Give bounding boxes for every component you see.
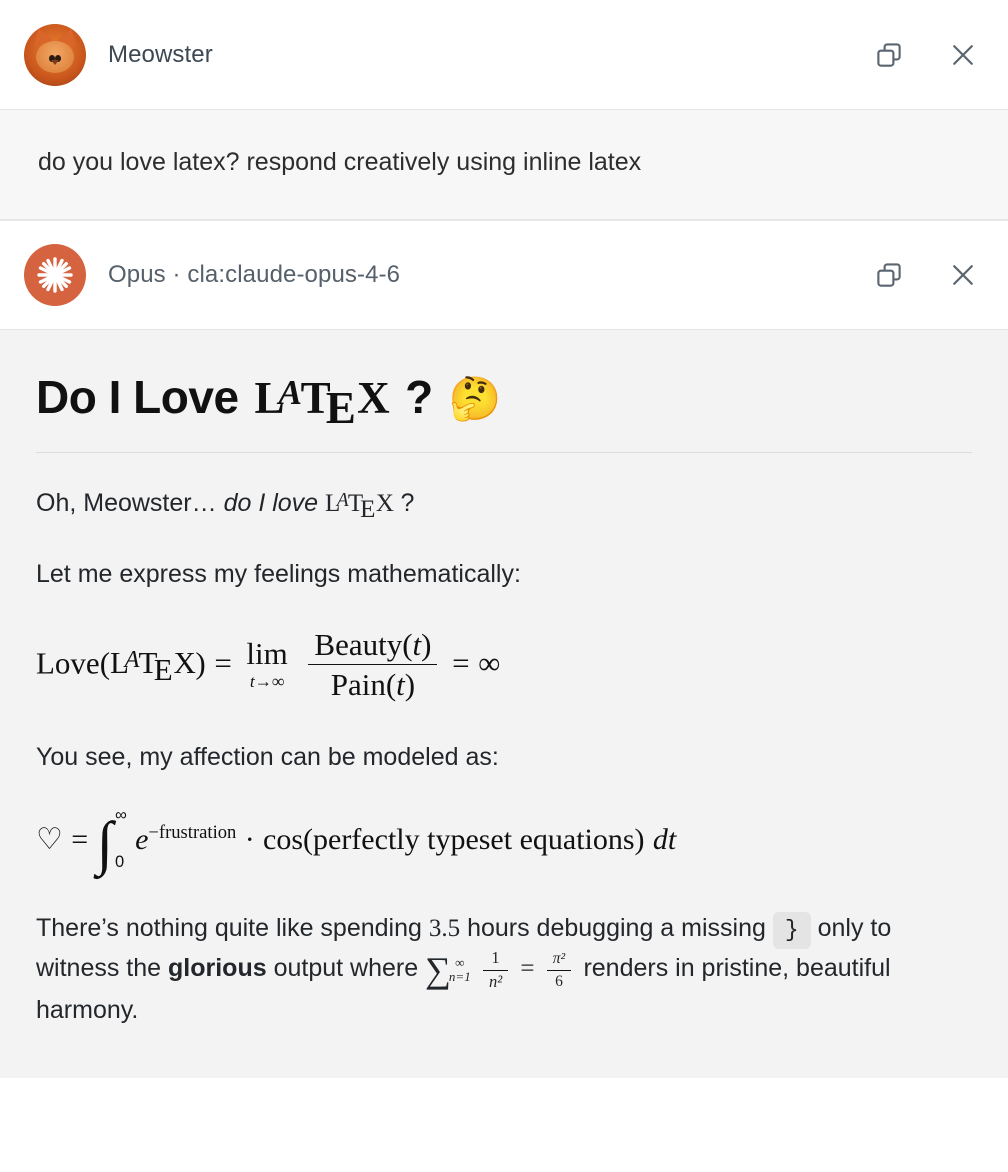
- close-icon[interactable]: [946, 38, 980, 72]
- user-sender-name: Meowster: [108, 40, 213, 68]
- closing-paragraph: [36, 910, 972, 1029]
- basel-sum: [425, 948, 583, 991]
- sum-relation: =: [520, 955, 535, 983]
- cat-avatar: [24, 24, 86, 86]
- integral-limits: [115, 807, 127, 872]
- user-message-body: [0, 110, 1008, 220]
- title-prefix: Do I Love: [36, 371, 239, 423]
- closing-bold-word: glorious: [168, 954, 267, 983]
- sum-term-fraction: [483, 949, 508, 992]
- user-header-actions: [872, 38, 980, 72]
- sum-symbol: ∑: [425, 949, 451, 990]
- copy-icon[interactable]: [872, 258, 906, 292]
- equation2-cos-term: cos(perfectly typeset equations): [263, 823, 645, 857]
- sum-result-denominator: 6: [547, 970, 571, 991]
- sum-result-fraction: [547, 950, 571, 991]
- title-suffix: ?: [405, 371, 433, 423]
- assistant-header-actions: [872, 258, 980, 292]
- integral-lower: 0: [114, 853, 125, 872]
- equation2-differential: dt: [652, 823, 677, 857]
- user-message-header: [0, 0, 1008, 110]
- equation1-limit: [246, 638, 287, 690]
- affection-paragraph: You see, my affection can be modeled as:: [36, 742, 499, 771]
- integral-upper: ∞: [114, 806, 127, 825]
- sum-limits: [449, 956, 471, 985]
- sum-upper: ∞: [455, 955, 465, 971]
- title-divider: [36, 452, 972, 453]
- equation1-fraction: [308, 627, 437, 703]
- sum-result-numerator: π²: [552, 950, 566, 968]
- equation1-relation: =: [214, 644, 232, 680]
- equation1-numerator: Beauty(t): [314, 626, 432, 662]
- integral-sign: ∫: [96, 810, 113, 877]
- user-message-text: do you love latex? respond creatively using inline latex: [38, 148, 642, 176]
- closing-part-3: only to witness the: [36, 913, 892, 983]
- assistant-sender-name: Opus · cla:claude-opus-4-6: [108, 261, 401, 288]
- closing-part-4: output where: [273, 954, 419, 983]
- sum-term-numerator: 1: [491, 948, 500, 967]
- latex-logo: $L^ATEX$: [325, 489, 394, 523]
- equation-heart-integral: [36, 806, 972, 877]
- equation2-dot: ·: [244, 823, 255, 857]
- page-title: [36, 370, 972, 433]
- latex-logo: $L^ATEX$: [254, 372, 390, 433]
- intro-post: ?: [400, 489, 415, 517]
- sum-lower: n=1: [448, 969, 471, 985]
- assistant-message-header: [0, 220, 1008, 330]
- claude-starburst-avatar: [24, 244, 86, 306]
- sum-term-denominator: n²: [483, 970, 508, 992]
- thinking-face-emoji: 🤔: [448, 375, 501, 422]
- lead-in-paragraph: Let me express my feelings mathematically:: [36, 560, 521, 589]
- equation2-lhs: ♡: [36, 823, 63, 857]
- intro-emphasis: do I love: [223, 489, 319, 517]
- equation1-limit-sub: t→∞: [249, 672, 285, 692]
- assistant-message-body: [0, 330, 1008, 1078]
- equation2-integrand-exponent: −frustration: [148, 822, 237, 844]
- equation-love-limit: [36, 627, 972, 703]
- equation2-integrand-base: e: [135, 823, 149, 857]
- equation1-rhs: ∞: [478, 644, 501, 680]
- closing-part-1: There’s nothing quite like spending: [36, 913, 422, 942]
- copy-icon[interactable]: [872, 38, 906, 72]
- closing-part-5: renders in pristine, beautiful harmony.: [36, 954, 891, 1024]
- closing-part-2: hours debugging a missing: [467, 913, 766, 942]
- equation1-denominator: Pain(t): [308, 664, 437, 703]
- equation1-relation-2: =: [452, 644, 470, 680]
- equation1-limit-op: lim: [246, 636, 288, 672]
- equation1-lhs: $Love(L^ATEX)$: [36, 644, 206, 687]
- equation2-relation: =: [71, 823, 89, 857]
- intro-pre: Oh, Meowster…: [36, 489, 217, 517]
- close-icon[interactable]: [946, 258, 980, 292]
- brace-code-chip: }: [773, 912, 811, 949]
- hours-value: 3.5: [428, 914, 461, 942]
- intro-paragraph: [36, 485, 972, 522]
